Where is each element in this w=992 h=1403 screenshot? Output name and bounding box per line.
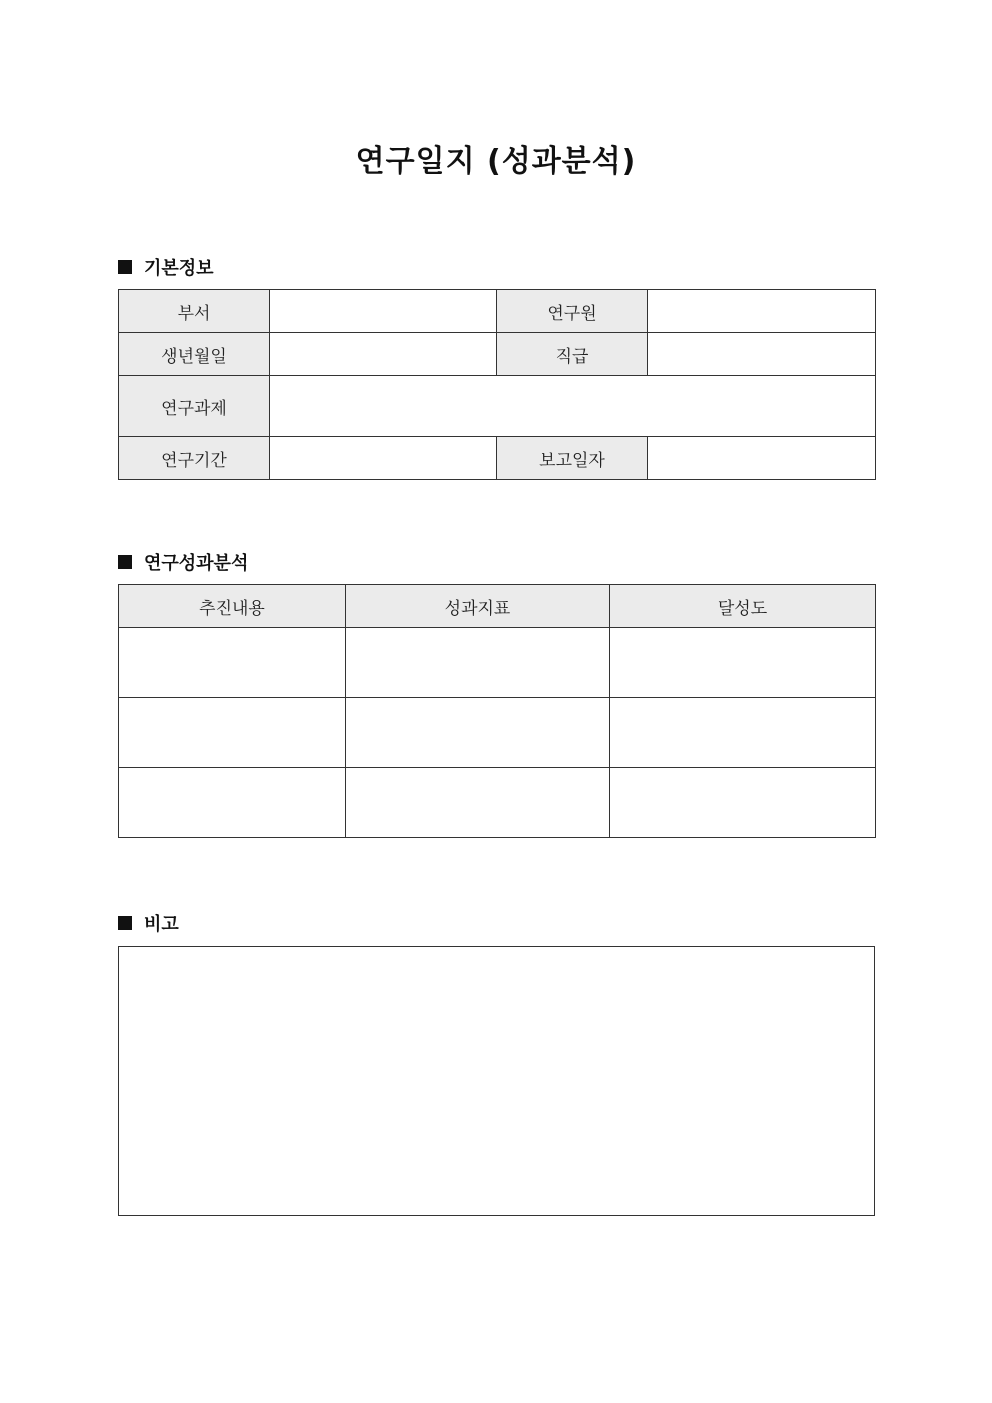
researcher-label: 연구원 xyxy=(497,290,648,333)
square-bullet-icon xyxy=(118,260,132,274)
basic-info-table xyxy=(118,289,876,480)
remarks-heading-text: 비고 xyxy=(144,914,179,935)
achievement-cell[interactable] xyxy=(610,768,876,838)
basic-info-heading xyxy=(118,254,214,280)
department-label: 부서 xyxy=(119,290,270,333)
table-row xyxy=(119,333,876,376)
table-row xyxy=(119,290,876,333)
remarks-field[interactable] xyxy=(118,946,875,1216)
period-label: 연구기간 xyxy=(119,437,270,480)
position-label: 직급 xyxy=(497,333,648,376)
table-row xyxy=(119,698,876,768)
square-bullet-icon xyxy=(118,916,132,930)
progress-cell[interactable] xyxy=(119,768,346,838)
researcher-field[interactable] xyxy=(648,290,876,333)
performance-table xyxy=(118,584,876,838)
report-date-label: 보고일자 xyxy=(497,437,648,480)
indicator-cell[interactable] xyxy=(346,768,610,838)
period-field[interactable] xyxy=(270,437,497,480)
performance-heading-text: 연구성과분석 xyxy=(144,553,249,574)
project-field[interactable] xyxy=(270,376,876,437)
performance-heading xyxy=(118,549,248,575)
table-row xyxy=(119,376,876,437)
indicator-cell[interactable] xyxy=(346,698,610,768)
column-header-progress: 추진내용 xyxy=(119,585,346,628)
document-title: 연구일지 (성과분석) xyxy=(355,144,637,179)
position-field[interactable] xyxy=(648,333,876,376)
table-row xyxy=(119,768,876,838)
column-header-achievement: 달성도 xyxy=(610,585,876,628)
progress-cell[interactable] xyxy=(119,628,346,698)
project-label: 연구과제 xyxy=(119,376,270,437)
remarks-heading xyxy=(118,910,179,936)
table-row xyxy=(119,628,876,698)
department-field[interactable] xyxy=(270,290,497,333)
table-row xyxy=(119,437,876,480)
indicator-cell[interactable] xyxy=(346,628,610,698)
birthdate-field[interactable] xyxy=(270,333,497,376)
column-header-indicator: 성과지표 xyxy=(346,585,610,628)
table-header-row xyxy=(119,585,876,628)
achievement-cell[interactable] xyxy=(610,698,876,768)
basic-info-heading-text: 기본정보 xyxy=(144,258,214,279)
birthdate-label: 생년월일 xyxy=(119,333,270,376)
square-bullet-icon xyxy=(118,555,132,569)
progress-cell[interactable] xyxy=(119,698,346,768)
report-date-field[interactable] xyxy=(648,437,876,480)
achievement-cell[interactable] xyxy=(610,628,876,698)
